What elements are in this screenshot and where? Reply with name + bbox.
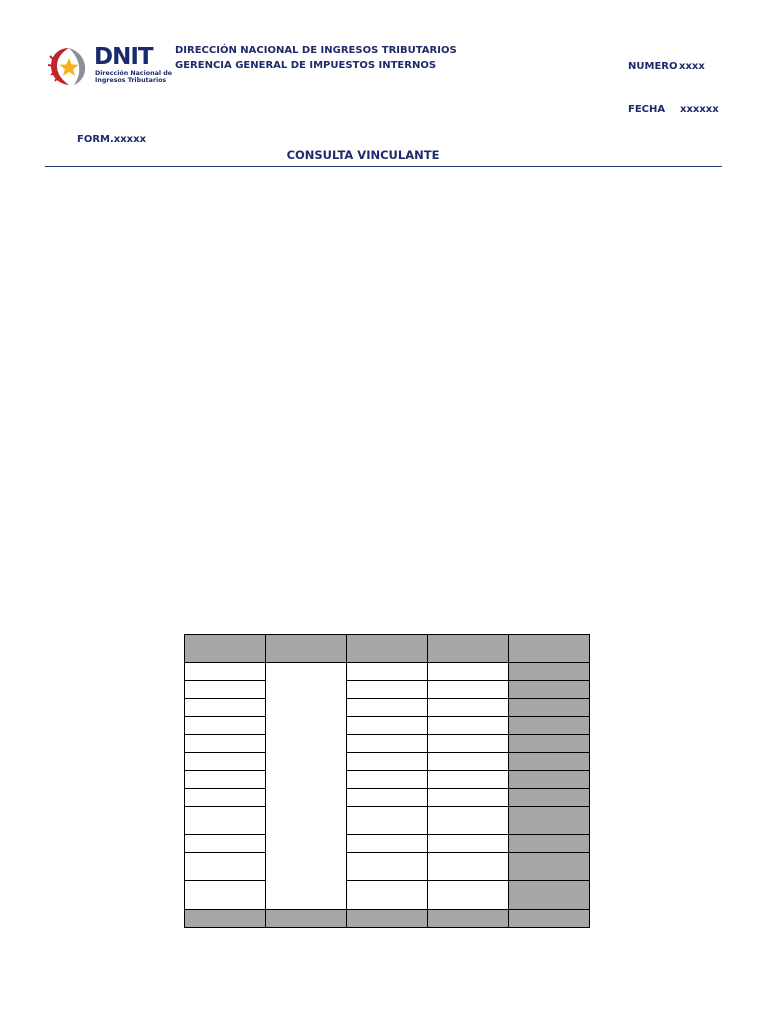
table-cell — [347, 735, 428, 753]
table-cell — [509, 853, 590, 881]
table-row — [185, 753, 590, 771]
agency-name: DIRECCIÓN NACIONAL DE INGRESOS TRIBUTARIOS — [175, 45, 457, 56]
table-cell — [185, 699, 266, 717]
table-row — [185, 717, 590, 735]
table-cell — [509, 699, 590, 717]
table-row — [185, 681, 590, 699]
table-cell — [347, 835, 428, 853]
table-cell — [347, 807, 428, 835]
table-cell — [347, 910, 428, 928]
table-cell — [428, 771, 509, 789]
table-cell — [509, 807, 590, 835]
table-cell — [185, 717, 266, 735]
document-title-text: CONSULTA VINCULANTE — [286, 148, 440, 162]
table-cell — [185, 753, 266, 771]
table-cell — [509, 910, 590, 928]
table-cell — [428, 789, 509, 807]
table-cell — [509, 663, 590, 681]
logo-subtitle-line1: Dirección Nacional de — [95, 70, 172, 77]
table-cell — [509, 789, 590, 807]
table-cell — [185, 789, 266, 807]
department-name: GERENCIA GENERAL DE IMPUESTOS INTERNOS — [175, 60, 437, 71]
table-row — [185, 789, 590, 807]
table-cell — [428, 717, 509, 735]
table-cell — [185, 853, 266, 881]
table-cell — [428, 635, 509, 663]
table-cell — [428, 853, 509, 881]
table-cell — [347, 789, 428, 807]
table-row — [185, 853, 590, 881]
form-table — [184, 634, 590, 928]
table-header-row — [185, 635, 590, 663]
table-cell — [347, 771, 428, 789]
table-cell — [185, 735, 266, 753]
table-cell — [347, 635, 428, 663]
document-title — [0, 148, 726, 162]
table-row — [185, 807, 590, 835]
table-cell — [185, 681, 266, 699]
table-row — [185, 881, 590, 910]
table-row — [185, 699, 590, 717]
table-cell — [509, 771, 590, 789]
table-cell — [509, 681, 590, 699]
table-cell — [428, 910, 509, 928]
table-cell — [347, 881, 428, 910]
header-divider — [45, 166, 722, 167]
table-row — [185, 735, 590, 753]
table-cell — [347, 853, 428, 881]
numero-value: xxxx — [679, 61, 705, 72]
logo-subtitle — [95, 70, 172, 84]
table-cell — [509, 717, 590, 735]
table-merged-cell — [266, 663, 347, 910]
table-row — [185, 663, 590, 681]
form-code: FORM.xxxxx — [77, 134, 147, 145]
table-cell — [347, 717, 428, 735]
table-cell — [509, 735, 590, 753]
table-cell — [185, 807, 266, 835]
table-cell — [428, 699, 509, 717]
table-cell — [428, 753, 509, 771]
table-cell — [428, 881, 509, 910]
table-cell — [428, 681, 509, 699]
table-cell — [509, 881, 590, 910]
table-cell — [428, 735, 509, 753]
table-cell — [428, 835, 509, 853]
table-cell — [428, 807, 509, 835]
fecha-label: FECHA — [628, 104, 666, 115]
fecha-value: xxxxxx — [680, 104, 719, 115]
dnit-emblem-icon — [48, 44, 90, 88]
numero-label: NUMERO — [628, 61, 678, 72]
table-cell — [347, 699, 428, 717]
table-cell — [185, 663, 266, 681]
table-cell — [509, 635, 590, 663]
table-cell — [428, 663, 509, 681]
table-cell — [509, 753, 590, 771]
table-cell — [266, 635, 347, 663]
table-row — [185, 771, 590, 789]
logo-brand-text: DNIT — [94, 44, 153, 70]
table-cell — [185, 635, 266, 663]
table-cell — [347, 681, 428, 699]
table-cell — [347, 663, 428, 681]
logo-subtitle-line2: Ingresos Tributarios — [95, 77, 167, 84]
table-cell — [185, 771, 266, 789]
table-cell — [185, 835, 266, 853]
table-cell — [185, 910, 266, 928]
table-cell — [266, 910, 347, 928]
table-cell — [347, 753, 428, 771]
table-cell — [185, 881, 266, 910]
dnit-logo — [48, 44, 172, 90]
table-footer-row — [185, 910, 590, 928]
table-row — [185, 835, 590, 853]
table-cell — [509, 835, 590, 853]
